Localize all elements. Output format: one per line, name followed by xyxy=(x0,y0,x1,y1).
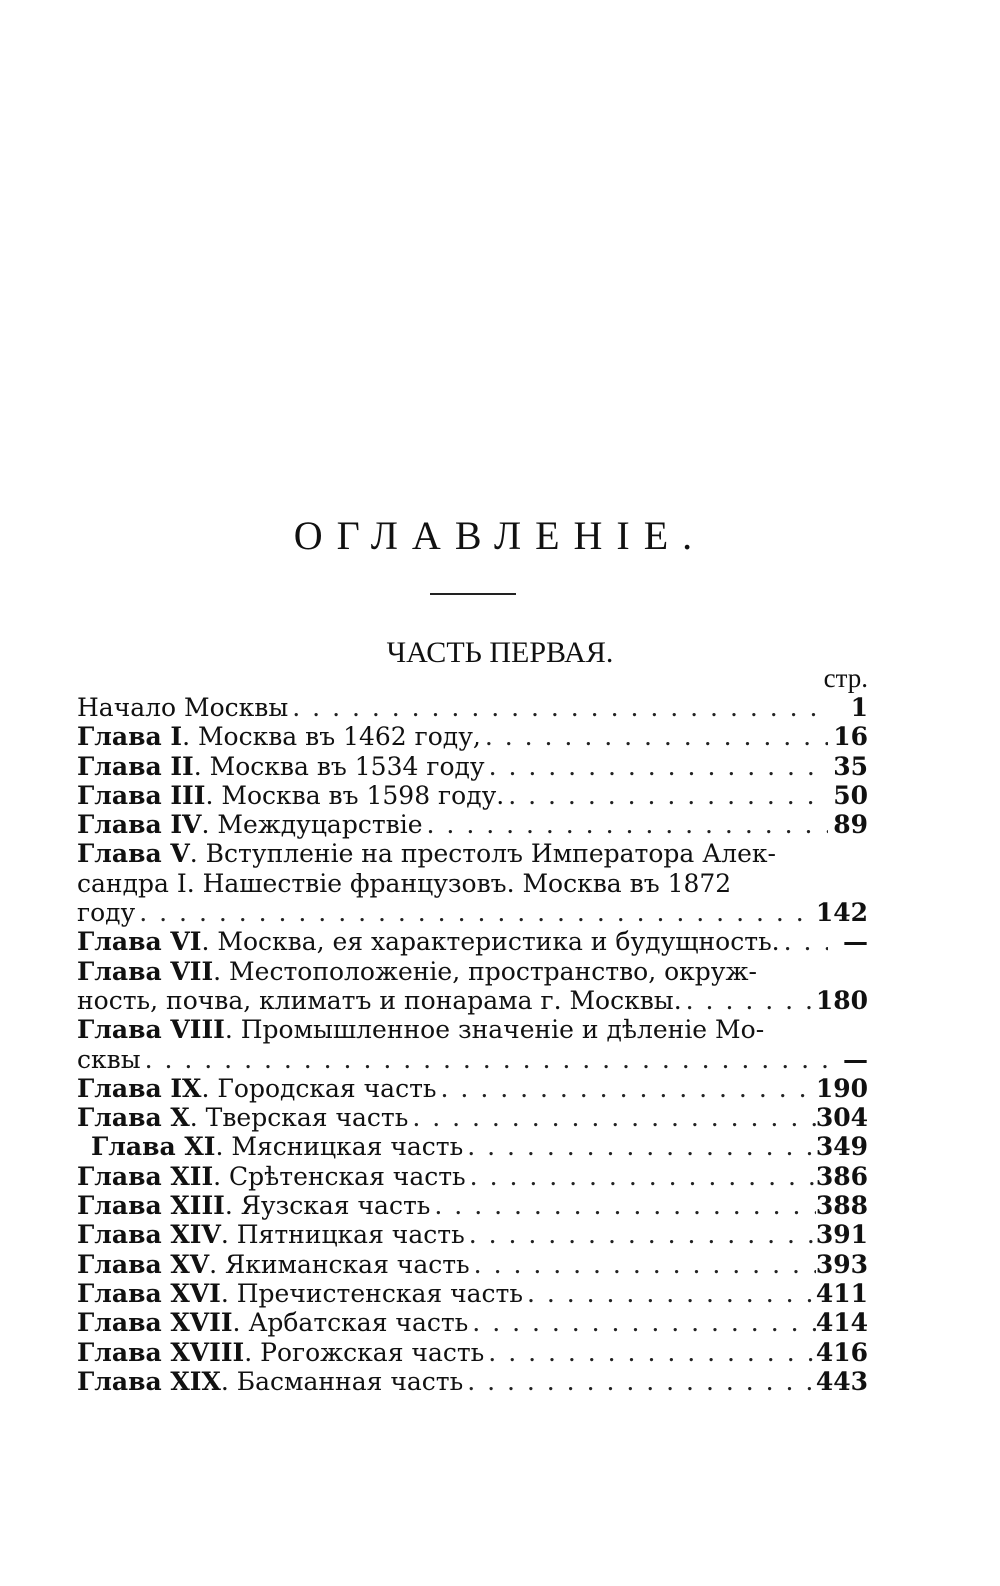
page-number: 1 xyxy=(850,693,868,722)
chapter-number: Глава II xyxy=(77,751,194,781)
toc-entry xyxy=(77,839,868,927)
page-number: 89 xyxy=(833,810,868,840)
page-number: 443 xyxy=(815,1366,868,1396)
dot-leader xyxy=(463,1367,816,1396)
toc-line-continued xyxy=(77,869,868,898)
entry-title xyxy=(77,810,423,839)
chapter-number: Глава VII xyxy=(77,956,214,986)
dot-leader xyxy=(423,810,828,839)
toc-entry xyxy=(77,1074,868,1103)
toc-entry xyxy=(77,1132,868,1161)
dot-leader xyxy=(523,1279,816,1308)
part-heading: ЧАСТЬ ПЕРВАЯ. xyxy=(386,636,614,669)
toc-entry xyxy=(77,1279,868,1308)
dot-leader xyxy=(465,1220,816,1249)
entry-text: . Пятницкая часть xyxy=(220,1220,465,1250)
dot-leader xyxy=(468,1308,816,1337)
toc-entry xyxy=(77,781,868,810)
toc-line xyxy=(77,1250,868,1279)
chapter-number: Глава VI xyxy=(77,927,202,957)
page-number: 391 xyxy=(815,1220,868,1250)
toc-line xyxy=(77,1132,868,1161)
toc-line xyxy=(77,693,868,722)
entry-text: . Тверская часть xyxy=(189,1103,409,1133)
page-number: 388 xyxy=(815,1191,868,1221)
table-of-contents xyxy=(77,693,868,1396)
entry-title xyxy=(77,957,757,986)
toc-entry xyxy=(77,1308,868,1337)
entry-title xyxy=(77,986,682,1015)
entry-title xyxy=(77,927,780,956)
entry-text: . Якиманская часть xyxy=(209,1249,470,1279)
page-number: 16 xyxy=(833,722,868,752)
page-number: 190 xyxy=(815,1073,868,1103)
toc-line xyxy=(77,752,868,781)
entry-title xyxy=(77,1220,465,1249)
entry-title xyxy=(77,1367,463,1396)
toc-line xyxy=(77,810,868,839)
chapter-number: Глава XVI xyxy=(77,1278,221,1308)
entry-title xyxy=(77,1074,437,1103)
entry-text: . Междуцарствіе xyxy=(201,810,423,840)
entry-text: . Промышленное значеніе и дѣленіе Мо- xyxy=(224,1015,765,1045)
chapter-number: Глава XII xyxy=(77,1161,214,1191)
entry-title xyxy=(77,1308,468,1337)
entry-title xyxy=(77,1250,470,1279)
entry-text: . Москва въ 1534 году xyxy=(193,751,485,781)
toc-line xyxy=(77,986,868,1015)
entry-title xyxy=(77,869,731,898)
dot-leader xyxy=(466,1162,816,1191)
title-divider xyxy=(430,593,516,595)
toc-entry xyxy=(77,1191,868,1220)
dot-leader xyxy=(682,986,816,1015)
chapter-number: Глава XIII xyxy=(77,1191,225,1221)
entry-text: ность, почва, климатъ и понарама г. Москвы. xyxy=(77,985,682,1015)
chapter-number: Глава XI xyxy=(91,1132,216,1162)
chapter-number: Глава XIX xyxy=(77,1366,221,1396)
toc-entry xyxy=(77,1338,868,1367)
entry-title xyxy=(77,1045,141,1074)
toc-line xyxy=(77,1162,868,1191)
chapter-number: Глава XIV xyxy=(77,1220,221,1250)
entry-title xyxy=(77,1191,430,1220)
dot-leader xyxy=(141,1045,828,1074)
dot-leader xyxy=(135,898,816,927)
chapter-number: Глава IX xyxy=(77,1073,202,1103)
toc-line xyxy=(77,1103,868,1132)
toc-entry xyxy=(77,752,868,781)
toc-line xyxy=(77,1338,868,1367)
chapter-number: Глава X xyxy=(77,1103,190,1133)
entry-title xyxy=(77,1162,466,1191)
toc-entry xyxy=(77,1015,868,1074)
entry-text: . Пречистенская часть xyxy=(220,1278,523,1308)
entry-text: . Срѣтенская часть xyxy=(213,1161,466,1191)
chapter-number: Глава VIII xyxy=(77,1015,225,1045)
dot-leader xyxy=(463,1132,816,1161)
toc-entry xyxy=(77,1367,868,1396)
toc-entry xyxy=(77,810,868,839)
dot-leader xyxy=(437,1074,816,1103)
toc-entry xyxy=(77,927,868,956)
page-number: 142 xyxy=(815,898,868,928)
entry-title xyxy=(77,722,481,751)
toc-line xyxy=(77,898,868,927)
entry-title xyxy=(91,1132,463,1161)
dot-leader xyxy=(504,781,828,810)
entry-text: . Мясницкая часть xyxy=(215,1132,464,1162)
entry-text: . Басманная часть xyxy=(220,1366,464,1396)
toc-line xyxy=(77,1308,868,1337)
dot-leader xyxy=(484,1338,816,1367)
page-number: 50 xyxy=(833,780,868,810)
toc-line xyxy=(77,1279,868,1308)
toc-entry xyxy=(77,722,868,751)
entry-text: сандра I. Нашествіе французовъ. Москва въ 1872 xyxy=(77,868,732,898)
dot-leader xyxy=(470,1250,816,1279)
toc-line xyxy=(77,1191,868,1220)
toc-entry xyxy=(77,1103,868,1132)
toc-line xyxy=(77,1367,868,1396)
page-number: 349 xyxy=(815,1132,868,1162)
toc-line xyxy=(77,1220,868,1249)
dot-leader xyxy=(288,693,828,722)
entry-title xyxy=(77,1338,484,1367)
page-number: 180 xyxy=(815,985,868,1015)
entry-title xyxy=(77,898,135,927)
chapter-number: Глава IV xyxy=(77,810,202,840)
entry-text: . Москва въ 1598 году. xyxy=(205,780,505,810)
page-number: 393 xyxy=(815,1249,868,1279)
chapter-number: Глава I xyxy=(77,722,183,752)
toc-line-continued xyxy=(77,839,868,868)
page-number: 416 xyxy=(815,1337,868,1367)
entry-title xyxy=(77,752,485,781)
toc-line xyxy=(77,1045,868,1074)
toc-entry xyxy=(77,1250,868,1279)
toc-entry xyxy=(77,693,868,722)
entry-text: . Арбатская часть xyxy=(232,1308,469,1338)
entry-text: . Местоположеніе, пространство, окруж- xyxy=(213,956,757,986)
toc-entry xyxy=(77,957,868,1016)
entry-text: сквы xyxy=(77,1044,141,1074)
page-number: — xyxy=(843,927,868,957)
entry-text: . Москва, ея характеристика и будущность. xyxy=(201,927,780,957)
toc-line xyxy=(77,927,868,956)
toc-line xyxy=(77,722,868,751)
entry-text: . Вступленіе на престолъ Императора Алек- xyxy=(189,839,776,869)
page-column-label: стр. xyxy=(823,663,868,693)
page-number: 414 xyxy=(815,1308,868,1338)
page-number: 386 xyxy=(815,1161,868,1191)
toc-line-continued xyxy=(77,1015,868,1044)
entry-text: . Москва въ 1462 году, xyxy=(182,722,481,752)
entry-text: . Яузская часть xyxy=(224,1191,431,1221)
toc-entry xyxy=(77,1162,868,1191)
toc-line xyxy=(77,781,868,810)
page-number: — xyxy=(843,1044,868,1074)
entry-text: . Городская часть xyxy=(201,1073,437,1103)
toc-line-continued xyxy=(77,957,868,986)
entry-title xyxy=(77,1279,523,1308)
entry-title xyxy=(77,839,776,868)
page-number: 411 xyxy=(815,1278,868,1308)
dot-leader xyxy=(485,752,828,781)
dot-leader xyxy=(780,927,828,956)
chapter-number: Глава XVII xyxy=(77,1308,233,1338)
dot-leader xyxy=(408,1103,815,1132)
entry-title xyxy=(77,1015,764,1044)
toc-entry xyxy=(77,1220,868,1249)
chapter-number: Глава III xyxy=(77,780,206,810)
page-title: ОГЛАВЛЕНІЕ. xyxy=(293,513,707,558)
dot-leader xyxy=(481,722,828,751)
entry-text: году xyxy=(77,898,136,928)
chapter-number: Глава XV xyxy=(77,1249,210,1279)
entry-text: . Рогожская часть xyxy=(244,1337,485,1367)
entry-title xyxy=(77,1103,408,1132)
entry-title xyxy=(77,781,504,810)
entry-text: Начало Москвы xyxy=(77,693,289,722)
page-number: 304 xyxy=(815,1103,868,1133)
dot-leader xyxy=(430,1191,815,1220)
chapter-number: Глава V xyxy=(77,839,190,869)
toc-line xyxy=(77,1074,868,1103)
page-number: 35 xyxy=(833,751,868,781)
chapter-number: Глава XVIII xyxy=(77,1337,245,1367)
entry-title xyxy=(77,693,288,722)
